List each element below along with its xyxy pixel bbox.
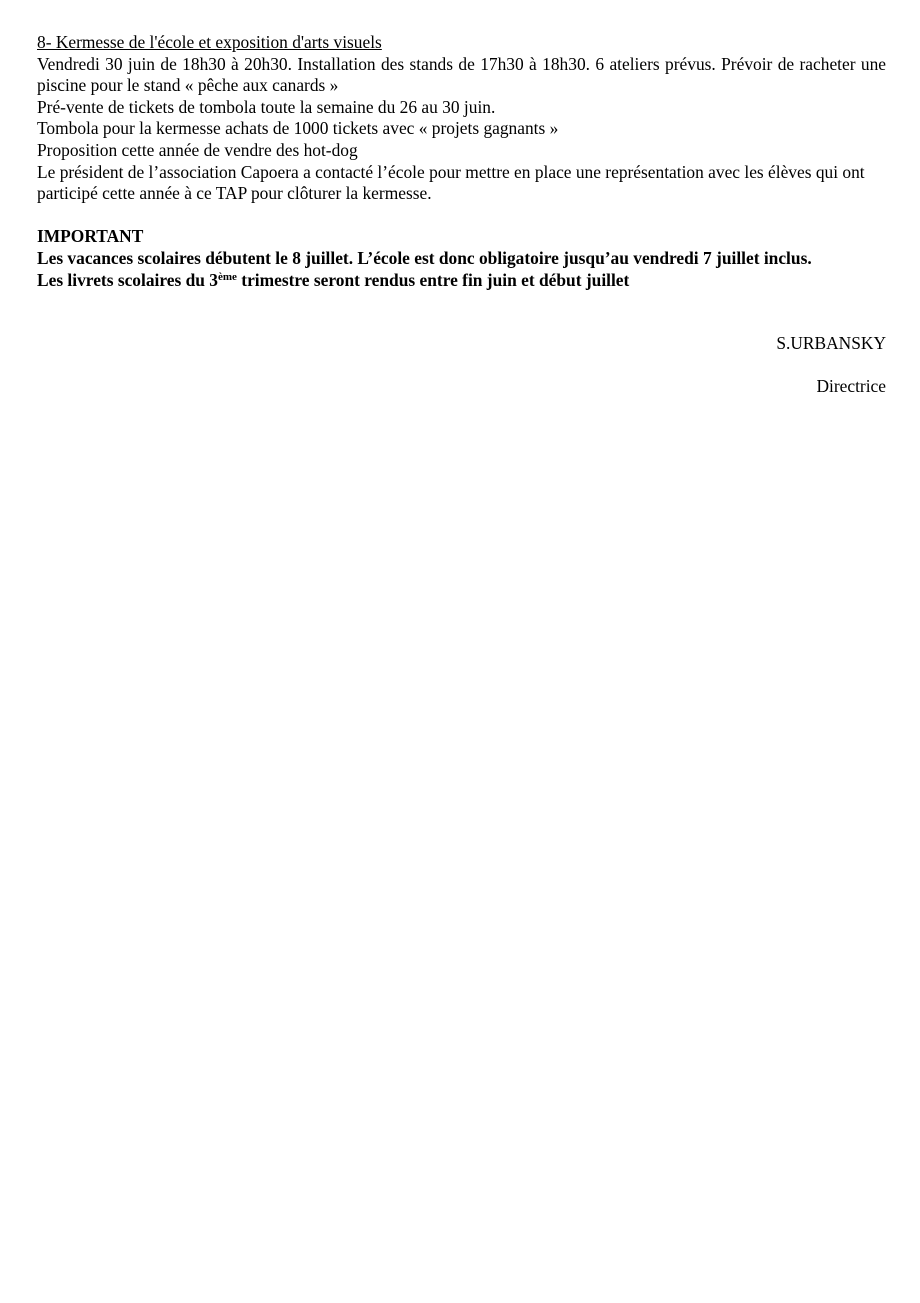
spacer: [37, 205, 886, 227]
tombola-line: Tombola pour la kermesse achats de 1000 tickets avec « projets gagnants »: [37, 118, 559, 139]
presale-line: Pré-vente de tickets de tombola toute la semaine du 26 au 30 juin.: [37, 96, 496, 117]
hotdog-line: Proposition cette année de vendre des hot-dog: [37, 139, 358, 160]
capoera-paragraph: Le président de l’association Capoera a contacté l’école pour mettre en place une représentation avec les élèves qui ont participé cette année à ce TAP pour clôturer la kermesse.: [37, 161, 865, 204]
event-details-paragraph: Vendredi 30 juin de 18h30 à 20h30. Installation des stands de 17h30 à 18h30. 6 ateliers prévus. Prévoir de racheter une piscine pour le stand « pêche aux canards »: [37, 53, 886, 96]
important-holidays-line: Les vacances scolaires débutent le 8 juillet. L’école est donc obligatoire jusqu’au vendredi 7 juillet inclus.: [37, 247, 812, 268]
signature-role: Directrice: [816, 376, 886, 396]
important-report-cards-line: [37, 270, 886, 292]
signature-name: S.URBANSKY: [776, 333, 886, 353]
section-heading: 8- Kermesse de l'école et exposition d'arts visuels: [37, 32, 382, 52]
ordinal-superscript: ème: [218, 270, 237, 283]
report-cards-text-end: trimestre seront rendus entre fin juin et début juillet: [236, 269, 630, 290]
important-title: IMPORTANT: [37, 226, 144, 247]
report-cards-text-start: Les livrets scolaires du 3: [37, 269, 218, 290]
document-body: [37, 32, 886, 291]
